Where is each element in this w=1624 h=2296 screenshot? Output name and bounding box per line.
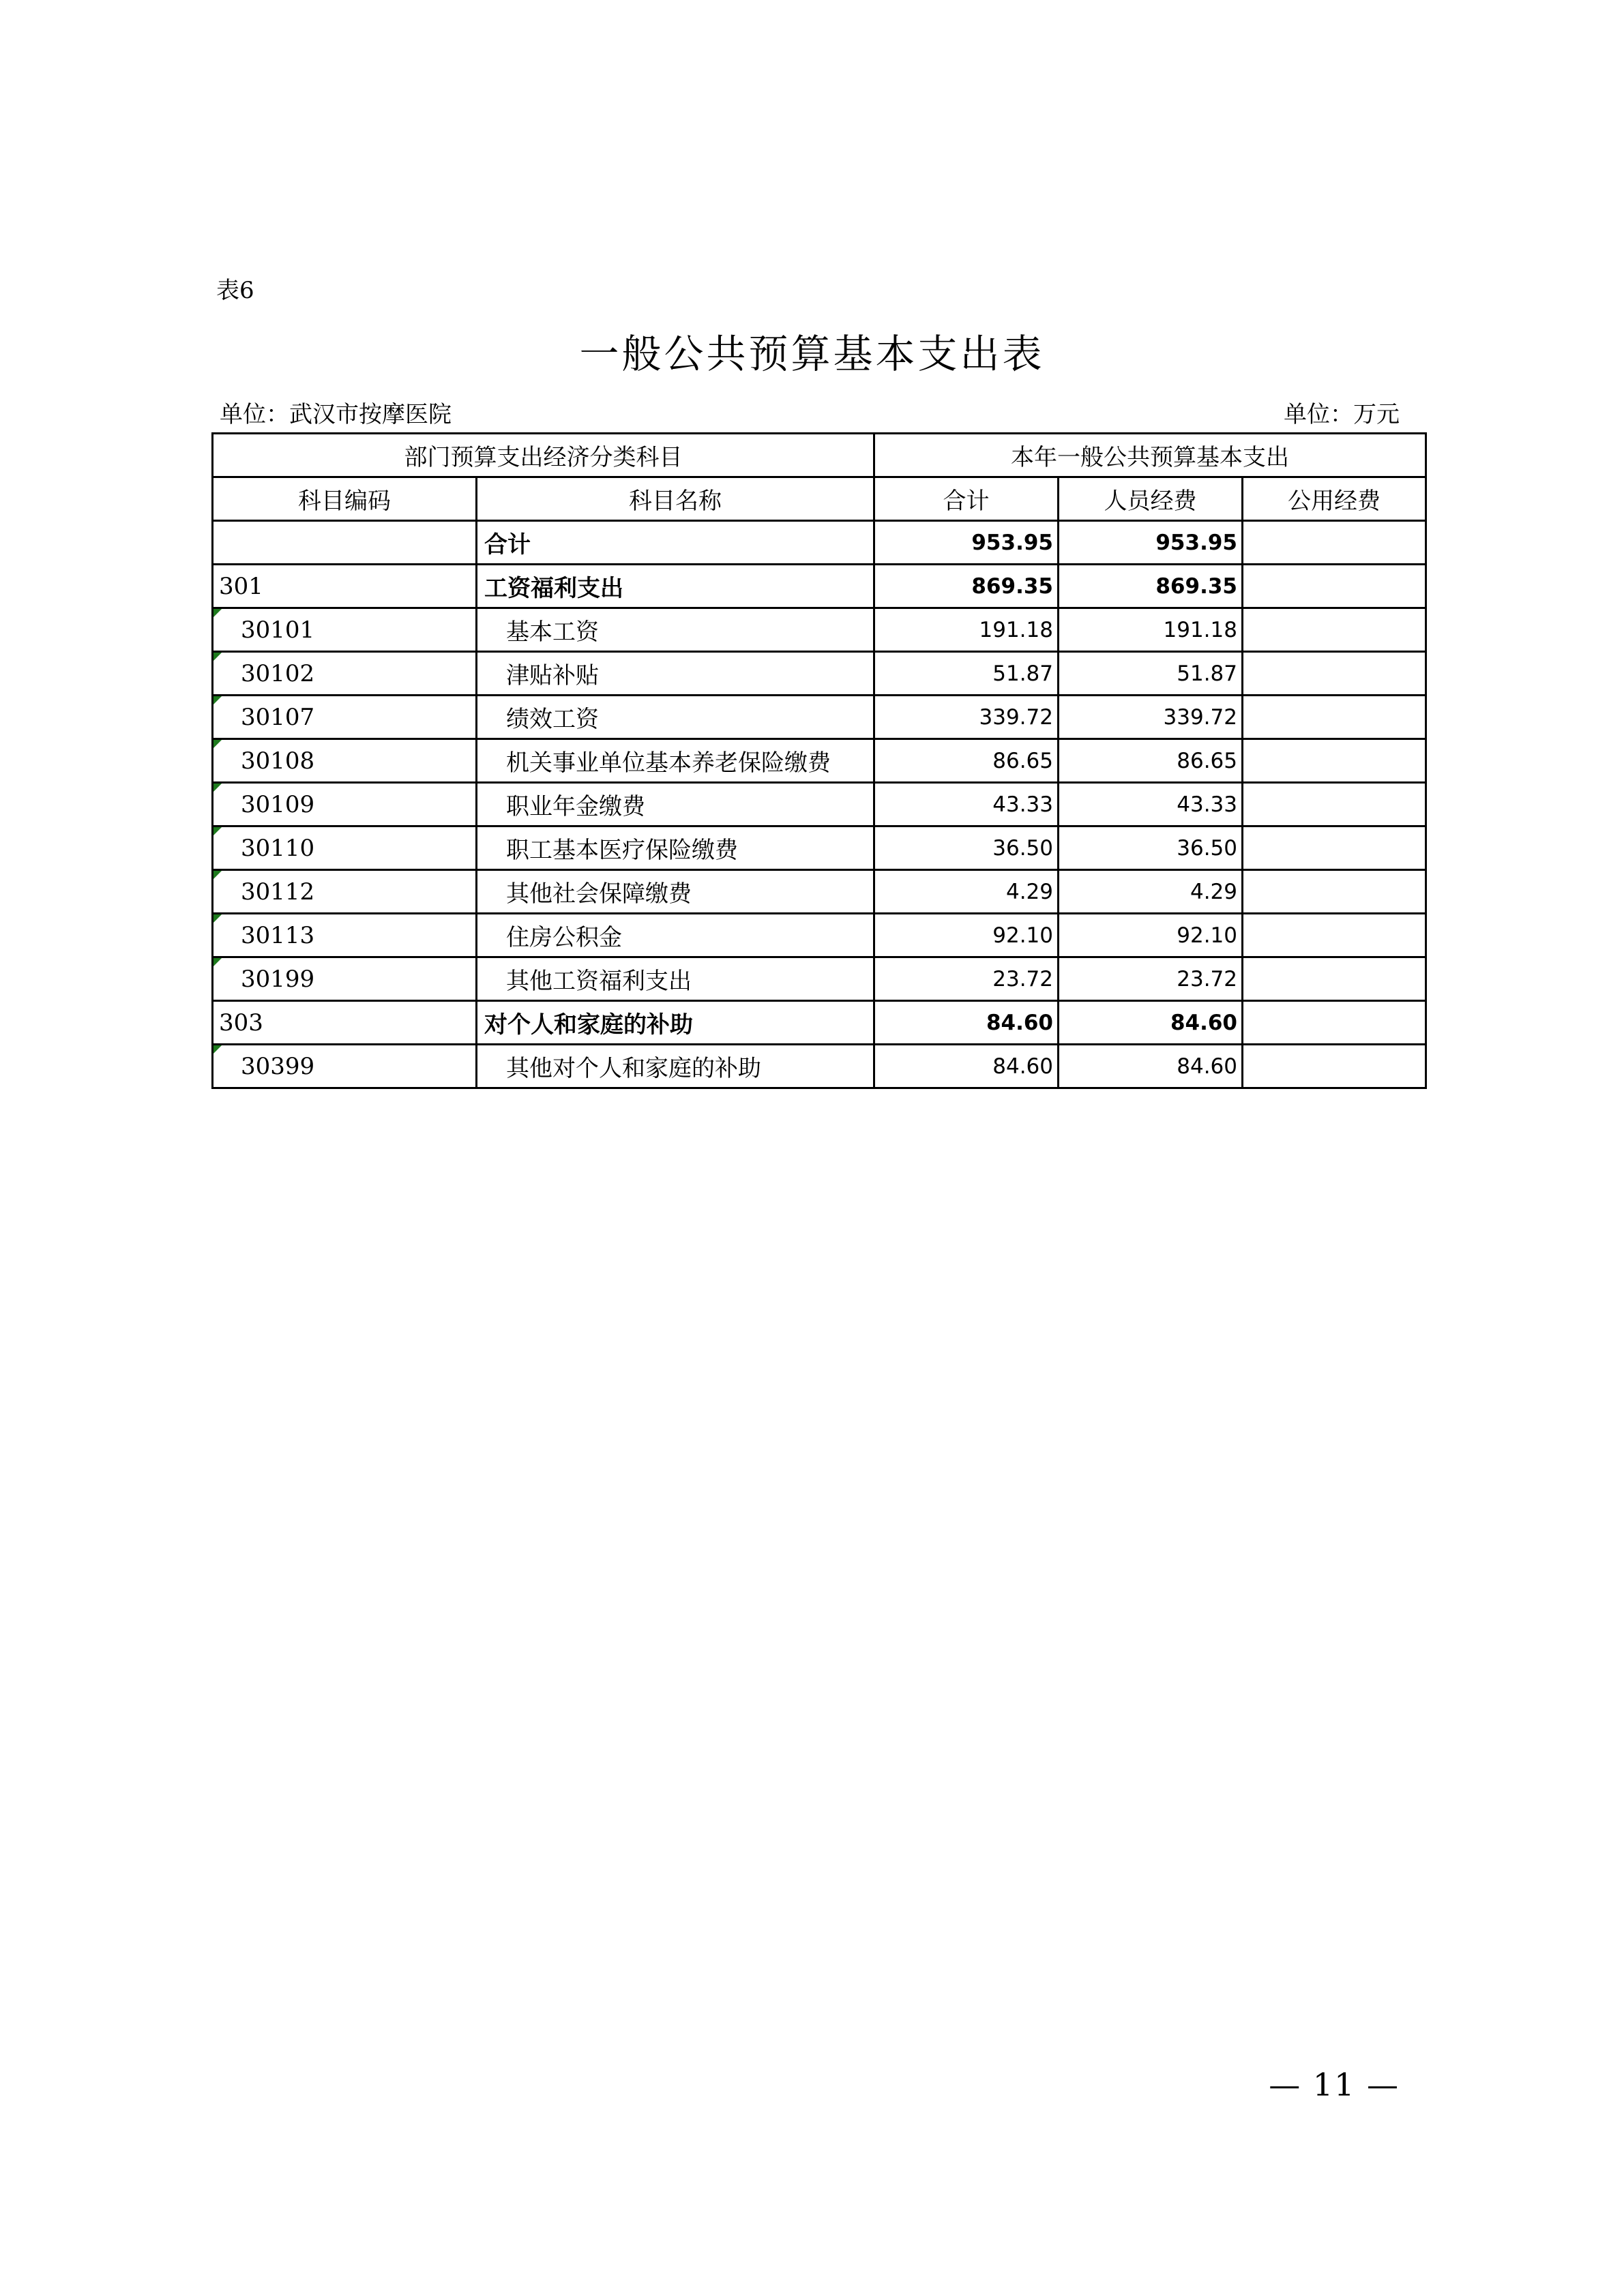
cell-name-text: 基本工资 [506,618,599,646]
unit-currency: 单位：万元 [1284,401,1400,428]
cell-marker-icon [213,609,222,617]
cell-code [213,565,477,608]
cell-personnel [1059,957,1243,1001]
group-header-row [213,434,1426,477]
cell-personnel-text: 339.72 [1163,704,1237,730]
cell-personnel-text: 191.18 [1163,617,1237,642]
cell-code [213,826,477,870]
cell-code [213,739,477,783]
cell-personnel [1059,696,1243,739]
cell-total-text: 36.50 [992,835,1053,861]
cell-public [1243,1045,1426,1088]
cell-code-text: 30108 [241,747,315,775]
cell-personnel-text: 84.60 [1177,1054,1237,1079]
cell-personnel-text: 43.33 [1177,792,1237,817]
cell-public [1243,521,1426,565]
cell-name-text: 机关事业单位基本养老保险缴费 [506,749,831,777]
cell-total-text: 84.60 [992,1054,1053,1079]
cell-personnel-text: 869.35 [1155,573,1237,599]
cell-total [874,826,1059,870]
cell-code-text: 30101 [241,616,315,644]
cell-marker-icon [213,827,222,835]
page-number: — 11 — [1269,2066,1400,2103]
cell-name [477,565,874,608]
table-row [213,739,1426,783]
cell-code-text: 30112 [241,878,315,906]
cell-total-text: 92.10 [992,923,1053,948]
cell-public [1243,957,1426,1001]
cell-total [874,652,1059,696]
cell-code-text: 30199 [241,965,315,993]
table-row [213,652,1426,696]
cell-total-text: 4.29 [1005,879,1053,904]
cell-code-text: 303 [219,1009,263,1037]
cell-personnel-text: 36.50 [1177,835,1237,861]
cell-total [874,1045,1059,1088]
cell-name [477,521,874,565]
table-row [213,565,1426,608]
cell-total-text: 84.60 [986,1010,1053,1035]
col-header-name: 科目名称 [477,477,874,521]
cell-personnel [1059,652,1243,696]
cell-public [1243,1001,1426,1045]
cell-name [477,608,874,652]
cell-total [874,565,1059,608]
cell-personnel [1059,1045,1243,1088]
cell-name-text: 其他对个人和家庭的补助 [506,1055,761,1082]
cell-public [1243,608,1426,652]
cell-code [213,1045,477,1088]
table-row [213,870,1426,914]
cell-total [874,696,1059,739]
cell-code-text: 30109 [241,790,315,818]
cell-total [874,1001,1059,1045]
cell-personnel [1059,914,1243,957]
col-header-personnel: 人员经费 [1059,477,1243,521]
cell-name [477,826,874,870]
table-row [213,1001,1426,1045]
cell-name [477,1001,874,1045]
cell-marker-icon [213,871,222,879]
cell-personnel-text: 51.87 [1177,661,1237,686]
cell-marker-icon [213,914,222,923]
column-header-row [213,477,1426,521]
cell-code [213,783,477,826]
cell-marker-icon [213,740,222,748]
cell-code-text: 30110 [241,834,315,862]
cell-name-text: 其他社会保障缴费 [506,880,692,908]
cell-personnel-text: 92.10 [1177,923,1237,948]
cell-code [213,696,477,739]
table-row [213,783,1426,826]
cell-total [874,783,1059,826]
cell-marker-icon [213,958,222,966]
col-header-total: 合计 [874,477,1059,521]
cell-marker-icon [213,696,222,704]
table-row [213,826,1426,870]
cell-name [477,1045,874,1088]
cell-public [1243,914,1426,957]
cell-name-text: 对个人和家庭的补助 [484,1011,693,1039]
cell-personnel [1059,565,1243,608]
cell-total [874,739,1059,783]
table-row [213,1045,1426,1088]
cell-name [477,652,874,696]
cell-personnel [1059,608,1243,652]
cell-personnel [1059,1001,1243,1045]
cell-total [874,957,1059,1001]
cell-personnel-text: 86.65 [1177,748,1237,773]
table-row [213,957,1426,1001]
cell-code [213,608,477,652]
cell-personnel-text: 84.60 [1170,1010,1237,1035]
cell-public [1243,870,1426,914]
cell-code [213,1001,477,1045]
cell-total-text: 191.18 [979,617,1053,642]
cell-total-text: 869.35 [971,573,1053,599]
cell-public [1243,565,1426,608]
cell-name [477,957,874,1001]
cell-personnel [1059,739,1243,783]
cell-code-text: 30113 [241,921,315,949]
cell-marker-icon [213,1045,222,1054]
cell-name-text: 其他工资福利支出 [506,968,692,995]
unit-organization: 单位：武汉市按摩医院 [220,401,452,428]
cell-name [477,783,874,826]
cell-personnel [1059,826,1243,870]
col-header-code: 科目编码 [213,477,477,521]
group-header-expenditure: 本年一般公共预算基本支出 [874,434,1426,477]
cell-public [1243,826,1426,870]
cell-name-text: 职工基本医疗保险缴费 [506,837,738,864]
cell-code [213,957,477,1001]
table-row [213,914,1426,957]
cell-code-text: 30107 [241,703,315,731]
cell-personnel [1059,783,1243,826]
cell-name-text: 工资福利支出 [484,575,623,602]
cell-code-text: 30102 [241,659,315,687]
cell-name-text: 职业年金缴费 [506,793,645,820]
cell-code [213,914,477,957]
table-body [213,521,1426,1088]
cell-total-text: 43.33 [992,792,1053,817]
cell-total [874,914,1059,957]
cell-public [1243,783,1426,826]
cell-public [1243,652,1426,696]
cell-total [874,870,1059,914]
cell-public [1243,739,1426,783]
table-row [213,696,1426,739]
cell-name [477,914,874,957]
cell-total-text: 23.72 [992,966,1053,992]
cell-name-text: 绩效工资 [506,706,599,733]
cell-total-text: 86.65 [992,748,1053,773]
cell-name [477,696,874,739]
cell-marker-icon [213,653,222,661]
cell-name [477,739,874,783]
budget-table [211,432,1427,1089]
cell-name-text: 合计 [484,531,531,558]
cell-personnel [1059,521,1243,565]
cell-code-text: 301 [219,572,263,600]
table-number: 表6 [216,277,254,304]
cell-marker-icon [213,784,222,792]
table-row [213,608,1426,652]
cell-name-text: 津贴补贴 [506,662,599,689]
cell-personnel [1059,870,1243,914]
cell-code [213,652,477,696]
col-header-public: 公用经费 [1243,477,1426,521]
cell-total [874,521,1059,565]
cell-personnel-text: 23.72 [1177,966,1237,992]
cell-public [1243,696,1426,739]
cell-name-text: 住房公积金 [506,924,622,951]
group-header-classification: 部门预算支出经济分类科目 [213,434,874,477]
table-row [213,521,1426,565]
cell-total-text: 339.72 [979,704,1053,730]
cell-personnel-text: 4.29 [1190,879,1237,904]
page-title: 一般公共预算基本支出表 [579,331,1045,377]
cell-name [477,870,874,914]
cell-code [213,521,477,565]
cell-total-text: 51.87 [992,661,1053,686]
cell-total-text: 953.95 [971,530,1053,555]
cell-personnel-text: 953.95 [1155,530,1237,555]
cell-code-text: 30399 [241,1052,315,1080]
cell-total [874,608,1059,652]
cell-code [213,870,477,914]
